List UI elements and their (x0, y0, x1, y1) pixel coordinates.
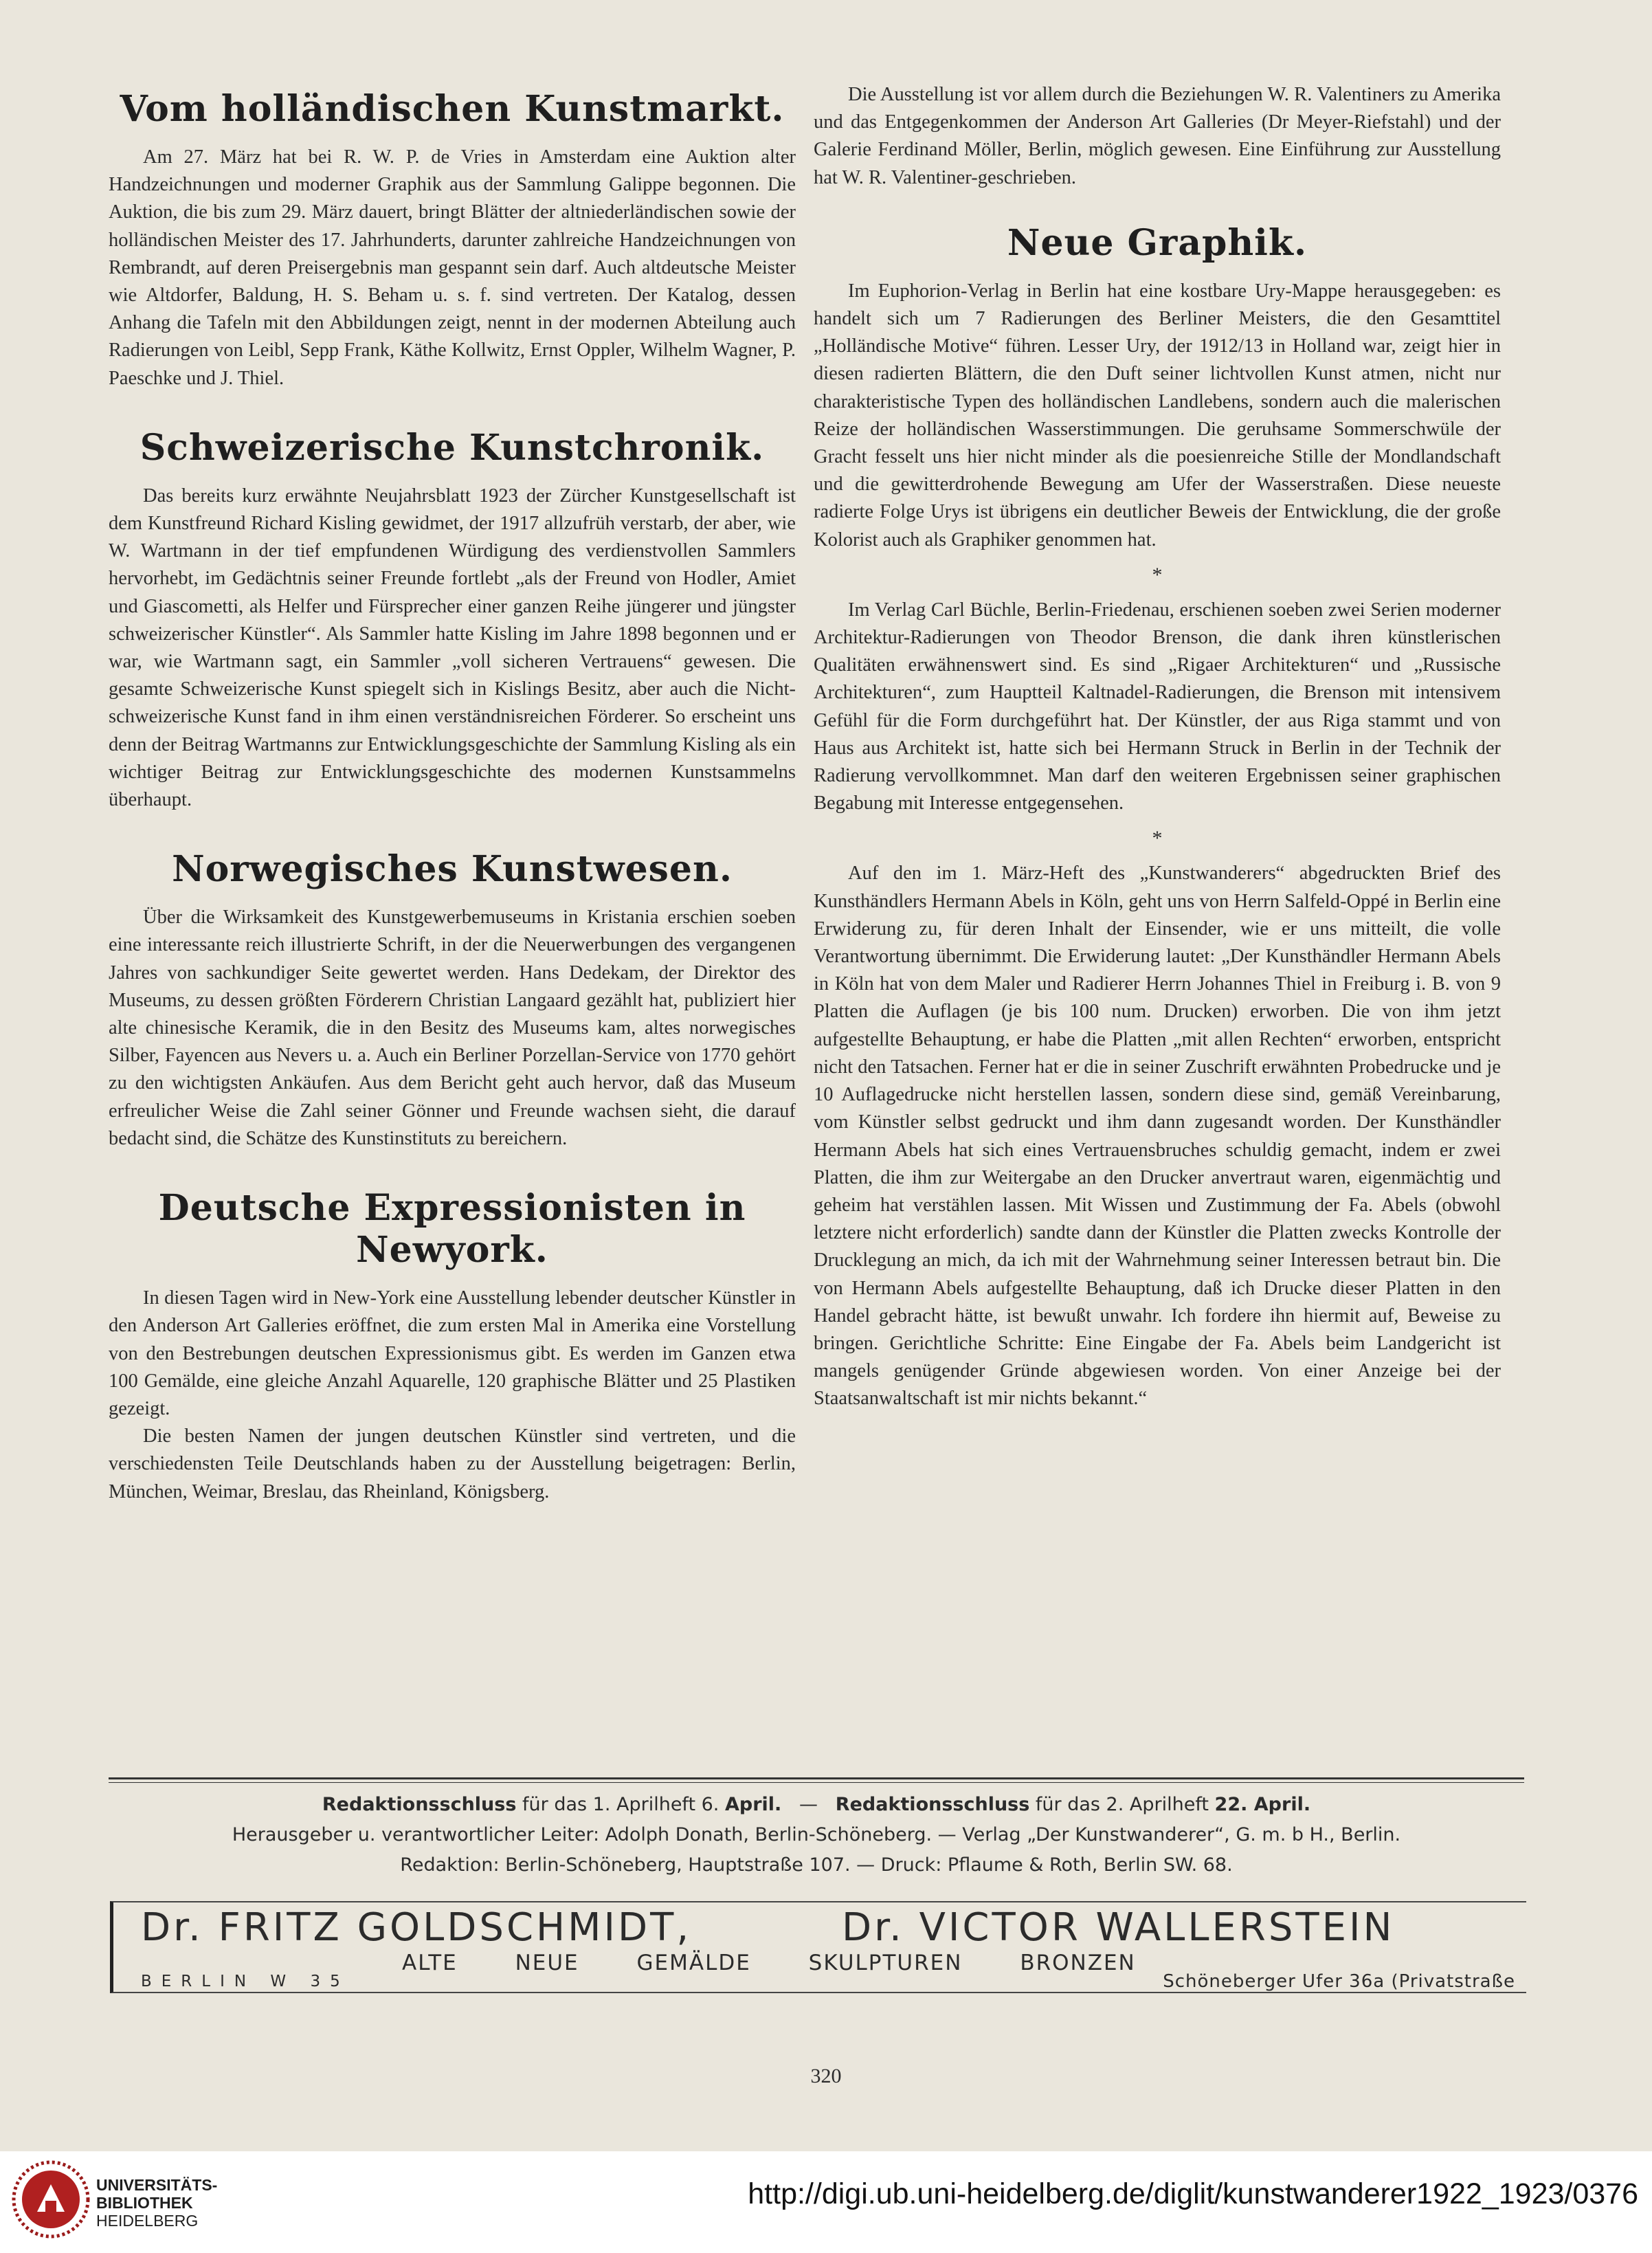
article-paragraph: Am 27. März hat bei R. W. P. de Vries in Amsterdam eine Auktion alter Handzeichnungen und moderner Graphik aus der Sammlung Galippe begonnen. Die Auktion, die bis zum 29. März dauert, bringt Blätter der altniederländischen sowie der holländischen Meister des 17. Jahrhunderts, darunter zahlreiche Handzeichnungen von Rembrandt, auf deren Preisergebnis man gespannt sein darf. Auch altdeutsche Meister wie Altdorfer, Baldung, H. S. Beham u. s. f. sind vertreten. Der Katalog, dessen Anhang die Tafeln mit den Abbildungen zeigt, nennt in der modernen Abteilung auch Radierungen von Leibl, Sepp Frank, Käthe Kollwitz, Ernst Oppler, Wilhelm Wagner, P. Paeschke und J. Thiel. (109, 146, 796, 389)
imprint-line: Redaktion: Berlin-Schöneberg, Hauptstraße 107. — Druck: Pflaume & Roth, Berlin SW. 68. (400, 1854, 1233, 1876)
ad-address: Schöneberger Ufer 36a (Privatstraße (1163, 1971, 1515, 1992)
article-paragraph: In diesen Tagen wird in New-York eine Ausstellung lebender deutscher Künstler in den Anderson Art Galleries eröffnet, die zum ersten Mal in Amerika eine Vorstellung von den Bestrebungen deutschen Expressionismus gibt. Es werden im Ganzen etwa 100 Gemälde, eine gleiche Anzahl Aquarelle, 120 graphische Blätter und 25 Plastiken gezeigt. (109, 1287, 796, 1419)
imprint-line: Herausgeber u. verantwortlicher Leiter: Adolph Donath, Berlin-Schöneberg. — Verlag „Der Kunstwanderer“, G. m. b H., Berlin. (232, 1824, 1401, 1845)
article-paragraph: Das bereits kurz erwähnte Neujahrsblatt 1923 der Zürcher Kunstgesellschaft ist dem Kunstfreund Richard Kisling gewidmet, der 1917 allzufrüh verstarb, der aber, wie W. Wartmann in der tief empfundenen Würdigung des verdienstvollen Sammlers hervorhebt, im Gedächtnis seiner Freunde fortlebt „als der Freund von Hodler, Amiet und Giascometti, als Helfer und Fürsprecher einer ganzen Reihe jüngerer und jüngster schweizerischer Künstler“. Als Sammler hatte Kisling im Jahre 1898 begonnen und er war, wie Wartmann sagt, ein Sammler „voll sicheren Vertrauens“ gewesen. Die gesamte Schweizerische Kunst spiegelt sich in Kislings Besitz, aber auch die Nicht-schweizerische Kunst fand in ihm einen verständnisreichen Förderer. So erscheint uns denn der Beitrag Wartmanns zur Entwicklungsgeschichte der Sammlung Kisling als ein wichtiger Beitrag zur Entwicklungsgeschichte des modernen Kunstsammelns überhaupt. (109, 485, 796, 811)
separator-star: * (1152, 827, 1163, 850)
article-heading: Norwegisches Kunstwesen. (172, 848, 733, 891)
article-paragraph: Auf den im 1. März-Heft des „Kunstwanderers“ abgedruckten Brief des Kunsthändlers Hermann Abels in Köln, geht uns von Herrn Salfeld-Oppé in Berlin eine Erwiderung zu, für deren Inhalt der Einsender, wie er uns mitteilt, die volle Verantwortung übernimmt. Die Erwiderung lautet: „Der Kunsthändler Hermann Abels in Köln hat von dem Maler und Radierer Herrn Johannes Thiel in Freiburg i. B. von 9 Platten die Auflagen (je bis 100 num. Drucken) erworben. Die von ihm jetzt aufgestellte Behauptung, er habe die Platten „mit allen Rechten“ erworben, entspricht nicht den Tatsachen. Ferner hat er die in seiner Zuschrift erwähnten Probedrucke und je 10 Auflagedrucke nicht herstellen lassen, sondern diese sind, gemäß Vereinbarung, vom Künstler selbst gedruckt und ihm dann zugesandt worden. Der Kunsthändler Hermann Abels hat sich eines Vertrauensbruches schuldig gemacht, indem er zwei Platten, die ihm zur Weitergabe an den Drucker anvertraut waren, eigenmächtig und geheim hat verstählen lassen. Mit Wissen und Zustimmung der Fa. Abels (obwohl letztere nicht erforderlich) sandte dann der Künstler die Platten zwecks Kontrolle der Drucklegung an mich, da ich mit der Wahrnehmung seiner Interessen betraut bin. Die von Hermann Abels aufgestellte Behauptung, daß ich Drucke dieser Platten in den Handel gebracht hätte, ist bewußt unwahr. Ich fordere ihn hiermit auf, Beweise zu bringen. Gerichtliche Schritte: Eine Eingabe der Fa. Abels beim Landgericht ist mangels genügender Gründe abgewiesen worden. Von einer Anzeige bei der Staatsanwaltschaft ist mir nichts bekannt.“ (814, 863, 1501, 1410)
ad-tags (402, 1951, 1185, 1975)
ad-tag: SKULPTUREN (808, 1951, 963, 1975)
ad-tag: NEUE (515, 1951, 579, 1975)
imprint (109, 1790, 1524, 1880)
article-expressionisten (109, 1187, 796, 1506)
right-column (814, 81, 1501, 1413)
ad-tag: BRONZEN (1020, 1951, 1136, 1975)
article-norwegen (109, 848, 796, 1153)
article-heading: Neue Graphik. (1007, 221, 1308, 264)
library-name: UNIVERSITÄTS- BIBLIOTHEK HEIDELBERG (96, 2176, 218, 2230)
divider-rule (109, 1777, 1524, 1783)
ad-name: Dr. FRITZ GOLDSCHMIDT, (141, 1905, 692, 1950)
article-paragraph: Im Euphorion-Verlag in Berlin hat eine kostbare Ury-Mappe herausgegeben: es handelt sich um 7 Radierungen des Berliner Meisters, die den Gesamttitel „Holländische Motive“ führen. Lesser Ury, der 1912/13 in Holland war, zeigt hier in diesen radierten Blättern, die den Duft seiner lichtvollen Kunst atmen, nicht nur charakteristische Typen des holländischen Landlebens, sondern auch die malerischen Reize der holländischen Wasserstimmungen. Die geruhsame Sommerschwüle der Gracht fesselt uns hier nicht minder als die poesienreiche Stille der Mondlandschaft und die gewitterdrohende Bewegung am Ufer der Wasserstraßen. Diese neueste radierte Folge Urys ist übrigens ein deutlicher Beweis der Entwicklung, die der große Kolorist auch als Graphiker genommen hat. (814, 280, 1501, 551)
article-paragraph: Über die Wirksamkeit des Kunstgewerbemuseums in Kristania erschien soeben eine interessante reich illustrierte Schrift, in der die Neuerwerbungen des vergangenen Jahres von sachkundiger Seite gewertet werden. Hans Dedekam, der Direktor des Museums, zu dessen größten Förderern Christian Langaard gezählt hat, publiziert hier alte chinesische Keramik, die in den Besitz des Museums kam, altes norwegisches Silber, Fayencen aus Nevers u. a. Auch ein Berliner Porzellan-Service von 1770 gehört zu den wichtigsten Ankäufen. Aus dem Bericht geht auch hervor, daß das Museum erfreulicher Weise die Zahl seiner Gönner und Freunde wachsen sieht, die darauf bedacht sind, die Schätze des Kunstinstituts zu bereichern. (109, 907, 796, 1149)
ad-tag: GEMÄLDE (636, 1951, 751, 1975)
article-heading: Schweizerische Kunstchronik. (139, 426, 765, 469)
ad-name: Dr. VICTOR WALLERSTEIN (842, 1905, 1395, 1950)
advertisement (110, 1901, 1526, 1993)
page-number: 320 (810, 2065, 842, 2087)
source-url-link[interactable]: http://digi.ub.uni-heidelberg.de/diglit/kunstwanderer1922_1923/0376 (748, 2177, 1638, 2210)
separator-star: * (1152, 563, 1163, 586)
left-column (109, 81, 796, 1540)
article-kunstmarkt (109, 88, 796, 392)
article-paragraph: Die besten Namen der jungen deutschen Künstler sind vertreten, und die verschiedensten Teile Deutschlands haben zu der Ausstellung beigetragen: Berlin, München, Weimar, Breslau, das Rheinland, Königsberg. (109, 1425, 796, 1502)
article-heading: Vom holländischen Kunstmarkt. (120, 88, 785, 130)
imprint-line: Redaktionsschluss für das 1. Aprilheft 6. April. — Redaktionsschluss für das 2. Aprilheft 22. April. (322, 1794, 1311, 1815)
ad-tag: ALTE (402, 1951, 458, 1975)
article-schweiz (109, 427, 796, 814)
university-seal-icon (10, 2158, 92, 2241)
library-footer (0, 2151, 1652, 2253)
ad-names (141, 1905, 1513, 1950)
article-paragraph: Die Ausstellung ist vor allem durch die Beziehungen W. R. Valentiners zu Amerika und das Entgegenkommen der Anderson Art Galleries (Dr Meyer-Riefstahl) und der Galerie Ferdinand Möller, Berlin, möglich gewesen. Eine Einführung zur Ausstellung hat W. R. Valentiner-geschrieben. (814, 84, 1501, 188)
article-paragraph: Im Verlag Carl Büchle, Berlin-Friedenau, erschienen soeben zwei Serien moderner Architektur-Radierungen von Theodor Brenson, die dank ihren künstlerischen Qualitäten erwähnenswert sind. Es sind „Rigaer Architekturen“ und „Russische Architekturen“, zum Hauptteil Kaltnadel-Radierungen, die Brenson mit intensivem Gefühl für die Form durchgeführt hat. Der Künstler, der aus Riga stammt und von Haus aus Architekt ist, hatte sich bei Hermann Struck in Berlin in der Technik der Radierung vervollkommnet. Man darf den weiteren Ergebnissen seiner graphischen Begabung mit Interesse entgegensehen. (814, 599, 1501, 814)
ad-city: BERLIN W 35 (141, 1973, 350, 1990)
article-heading: Deutsche Expressionisten in Newyork. (158, 1187, 746, 1272)
